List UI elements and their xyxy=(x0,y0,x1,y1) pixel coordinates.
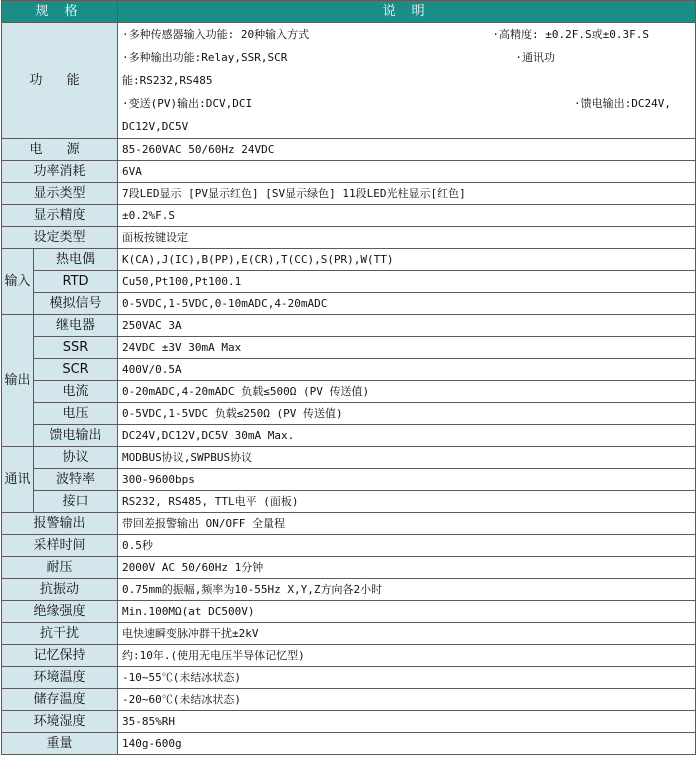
output-label: 馈电输出 xyxy=(34,425,118,447)
spec-value: ±0.2%F.S xyxy=(118,205,696,227)
comm-row xyxy=(2,469,696,491)
output-label: 电流 xyxy=(34,381,118,403)
spec-value: 140g-600g xyxy=(118,733,696,755)
comm-row xyxy=(2,447,696,469)
spec-table xyxy=(1,0,696,755)
function-line1-right: ·高精度: ±0.2F.S或±0.3F.S xyxy=(492,28,650,41)
spec-row xyxy=(2,535,696,557)
output-row xyxy=(2,403,696,425)
spec-row xyxy=(2,623,696,645)
input-label: RTD xyxy=(34,271,118,293)
spec-value: 7段LED显示 [PV显示红色] [SV显示绿色] 11段LED光柱显示[红色] xyxy=(118,183,696,205)
spec-label: 绝缘强度 xyxy=(2,601,118,623)
spec-label: 耐压 xyxy=(2,557,118,579)
comm-row xyxy=(2,491,696,513)
spec-row xyxy=(2,733,696,755)
output-row xyxy=(2,315,696,337)
comm-label: 接口 xyxy=(34,491,118,513)
output-value: 24VDC ±3V 30mA Max xyxy=(118,337,696,359)
comm-label: 波特率 xyxy=(34,469,118,491)
input-value: Cu50,Pt100,Pt100.1 xyxy=(118,271,696,293)
comm-label: 协议 xyxy=(34,447,118,469)
function-label: 功 能 xyxy=(2,23,118,139)
spec-label: 重量 xyxy=(2,733,118,755)
spec-value: 2000V AC 50/60Hz 1分钟 xyxy=(118,557,696,579)
spec-label: 电 源 xyxy=(2,139,118,161)
spec-label: 抗振动 xyxy=(2,579,118,601)
spec-row xyxy=(2,579,696,601)
spec-row xyxy=(2,139,696,161)
spec-row xyxy=(2,667,696,689)
spec-label: 功率消耗 xyxy=(2,161,118,183)
input-label: 模拟信号 xyxy=(34,293,118,315)
spec-row xyxy=(2,645,696,667)
spec-value: 电快速瞬变脉冲群干扰±2kV xyxy=(118,623,696,645)
spec-label: 显示类型 xyxy=(2,183,118,205)
function-line1-left: ·多种传感器输入功能: 20种输入方式 xyxy=(122,28,310,41)
output-label: 电压 xyxy=(34,403,118,425)
output-row xyxy=(2,337,696,359)
header-spec: 规 格 xyxy=(2,1,118,23)
spec-value: 约:10年.(使用无电压半导体记忆型) xyxy=(118,645,696,667)
header-description: 说 明 xyxy=(118,1,696,23)
output-row xyxy=(2,359,696,381)
spec-label: 环境温度 xyxy=(2,667,118,689)
comm-value: RS232, RS485, TTL电平 (面板) xyxy=(118,491,696,513)
comm-group-label: 通讯 xyxy=(2,447,34,513)
spec-value: -20~60℃(未结冰状态) xyxy=(118,689,696,711)
input-group-label: 输入 xyxy=(2,249,34,315)
spec-row xyxy=(2,557,696,579)
spec-label: 采样时间 xyxy=(2,535,118,557)
function-line2-left: ·多种输出功能:Relay,SSR,SCR xyxy=(122,51,288,64)
function-line4-left: ·变送(PV)输出:DCV,DCI xyxy=(122,97,253,110)
output-value: 0-5VDC,1-5VDC 负载≤250Ω (PV 传送值) xyxy=(118,403,696,425)
spec-value: 0.5秒 xyxy=(118,535,696,557)
function-line4-right: ·馈电输出:DC24V, xyxy=(574,97,672,110)
spec-label: 抗干扰 xyxy=(2,623,118,645)
spec-value: -10~55℃(未结冰状态) xyxy=(118,667,696,689)
input-row xyxy=(2,249,696,271)
output-label: 继电器 xyxy=(34,315,118,337)
spec-row xyxy=(2,711,696,733)
function-description xyxy=(118,23,696,139)
output-label: SCR xyxy=(34,359,118,381)
input-label: 热电偶 xyxy=(34,249,118,271)
spec-label: 设定类型 xyxy=(2,227,118,249)
input-row xyxy=(2,293,696,315)
output-value: DC24V,DC12V,DC5V 30mA Max. xyxy=(118,425,696,447)
spec-row xyxy=(2,205,696,227)
function-line2-right: ·通讯功 xyxy=(515,51,556,64)
spec-label: 报警输出 xyxy=(2,513,118,535)
spec-row xyxy=(2,601,696,623)
spec-label: 环境湿度 xyxy=(2,711,118,733)
output-row xyxy=(2,425,696,447)
input-value: 0-5VDC,1-5VDC,0-10mADC,4-20mADC xyxy=(118,293,696,315)
output-group-label: 输出 xyxy=(2,315,34,447)
spec-row xyxy=(2,227,696,249)
input-value: K(CA),J(IC),B(PP),E(CR),T(CC),S(PR),W(TT) xyxy=(118,249,696,271)
header-row xyxy=(2,1,696,23)
spec-row xyxy=(2,183,696,205)
function-row xyxy=(2,23,696,139)
spec-label: 储存温度 xyxy=(2,689,118,711)
spec-row xyxy=(2,689,696,711)
spec-value: Min.100MΩ(at DC500V) xyxy=(118,601,696,623)
output-label: SSR xyxy=(34,337,118,359)
spec-row xyxy=(2,161,696,183)
output-value: 400V/0.5A xyxy=(118,359,696,381)
output-row xyxy=(2,381,696,403)
output-value: 250VAC 3A xyxy=(118,315,696,337)
spec-value: 6VA xyxy=(118,161,696,183)
spec-value: 0.75mm的振幅,频率为10-55Hz X,Y,Z方向各2小时 xyxy=(118,579,696,601)
spec-row xyxy=(2,513,696,535)
function-line3: 能:RS232,RS485 xyxy=(122,74,213,87)
input-row xyxy=(2,271,696,293)
function-line5: DC12V,DC5V xyxy=(122,120,189,133)
output-value: 0-20mADC,4-20mADC 负载≤500Ω (PV 传送值) xyxy=(118,381,696,403)
spec-value: 85-260VAC 50/60Hz 24VDC xyxy=(118,139,696,161)
comm-value: 300-9600bps xyxy=(118,469,696,491)
spec-value: 35-85%RH xyxy=(118,711,696,733)
spec-value: 带回差报警输出 ON/OFF 全量程 xyxy=(118,513,696,535)
spec-label: 显示精度 xyxy=(2,205,118,227)
comm-value: MODBUS协议,SWPBUS协议 xyxy=(118,447,696,469)
spec-label: 记忆保持 xyxy=(2,645,118,667)
spec-value: 面板按键设定 xyxy=(118,227,696,249)
